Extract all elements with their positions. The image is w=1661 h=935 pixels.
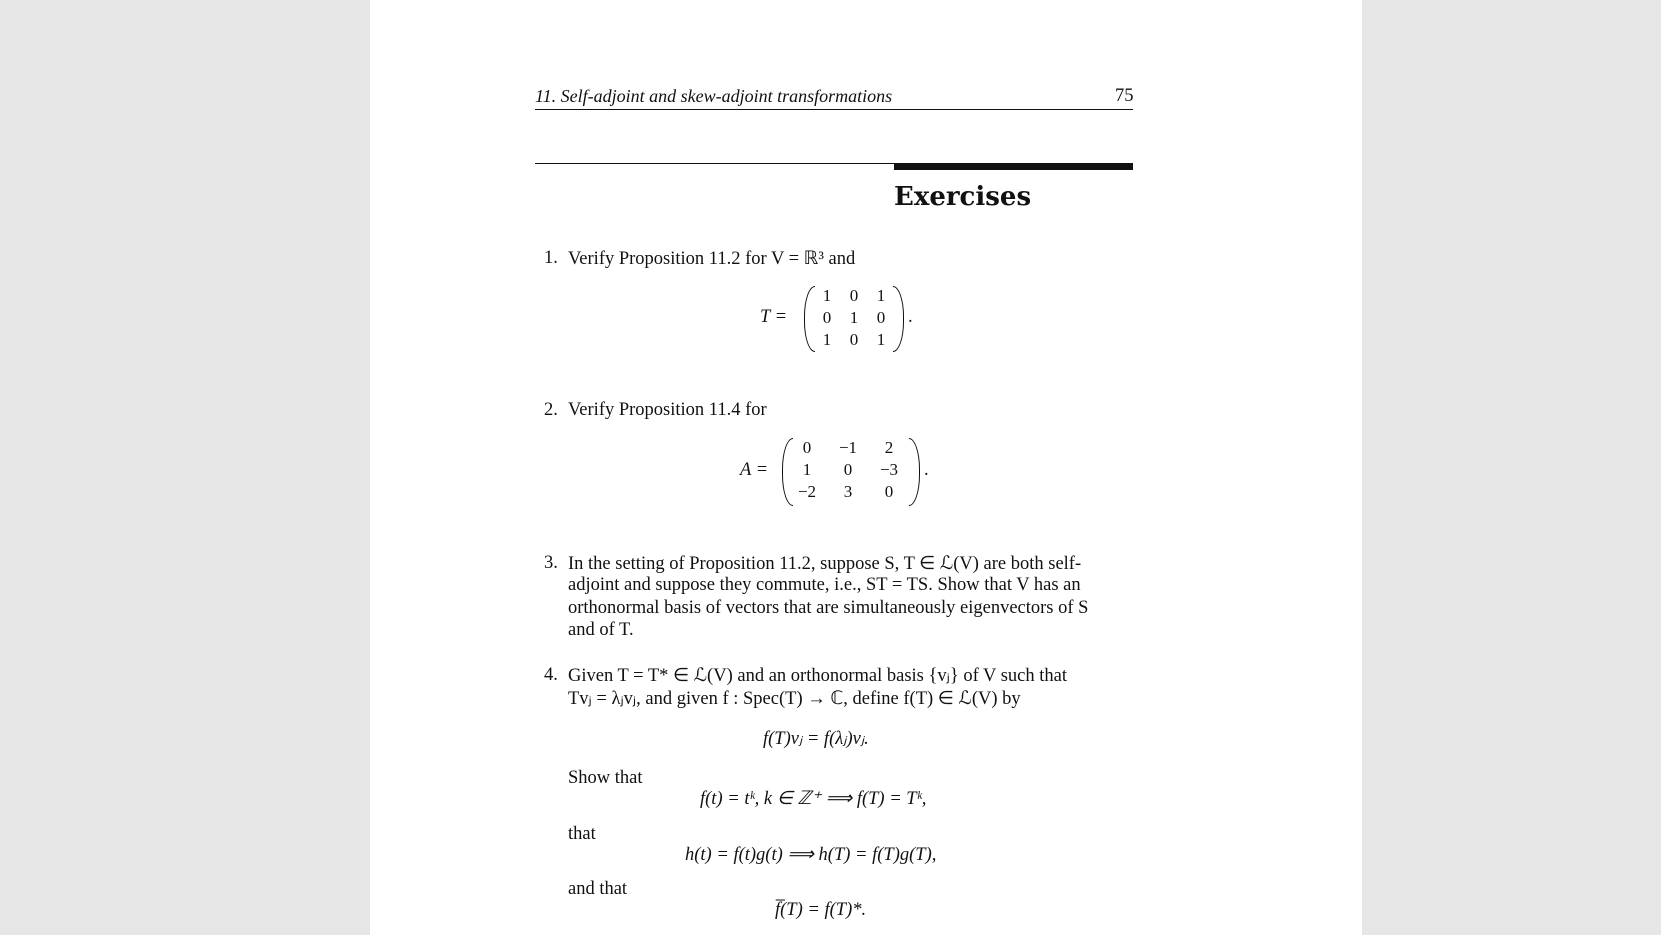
exercise-2-period: .	[924, 460, 929, 480]
equation-power: f(t) = tᵏ, k ∈ ℤ⁺ ⟹ f(T) = Tᵏ,	[700, 789, 927, 809]
header-rule	[535, 109, 1133, 110]
that-text: that	[568, 824, 596, 844]
matrix-cell: 0	[884, 482, 894, 501]
section-rule-thin	[535, 163, 895, 164]
matrix-cell: −2	[797, 482, 817, 501]
matrix-cell: 1	[822, 286, 832, 305]
equation-product: h(t) = f(t)g(t) ⟹ h(T) = f(T)g(T),	[685, 845, 937, 865]
matrix-cell: 1	[876, 286, 886, 305]
exercise-3-number: 3.	[544, 553, 558, 573]
matrix-cell: −1	[838, 438, 858, 457]
matrix-cell: 0	[802, 438, 812, 457]
exercise-1-period: .	[908, 307, 913, 327]
section-rule-thick	[894, 163, 1133, 170]
equation-adjoint: f̅(T) = f(T)*.	[775, 900, 867, 920]
page	[370, 0, 1362, 935]
show-that-text: Show that	[568, 768, 643, 788]
page-number: 75	[1115, 86, 1134, 106]
exercise-1-text: Verify Proposition 11.2 for V = ℝ³ and	[568, 249, 856, 269]
exercise-3-line: orthonormal basis of vectors that are simultaneously eigenvectors of S	[568, 598, 1089, 618]
exercise-2-number: 2.	[544, 400, 558, 420]
exercise-1-lhs: T =	[760, 307, 788, 327]
matrix-cell: 1	[876, 330, 886, 349]
matrix-cell: 1	[849, 308, 859, 327]
exercise-4-line: Given T = T* ∈ ℒ(V) and an orthonormal basis {vⱼ} of V such that	[568, 666, 1067, 686]
exercise-2-text: Verify Proposition 11.4 for	[568, 400, 767, 420]
exercise-4-line: Tvⱼ = λⱼvⱼ, and given f : Spec(T) → ℂ, define f(T) ∈ ℒ(V) by	[568, 689, 1021, 709]
and-that-text: and that	[568, 879, 628, 899]
matrix-T	[804, 286, 904, 352]
section-title: Exercises	[894, 182, 1032, 212]
exercise-3-line: In the setting of Proposition 11.2, suppose S, T ∈ ℒ(V) are both self-	[568, 554, 1082, 574]
exercise-4-number: 4.	[544, 665, 558, 685]
running-header: 11. Self-adjoint and skew-adjoint transformations	[535, 86, 893, 106]
matrix-cell: 0	[822, 308, 832, 327]
right-paren	[909, 438, 920, 506]
matrix-A	[782, 438, 920, 506]
exercise-2-lhs: A =	[740, 460, 769, 480]
exercise-1-number: 1.	[544, 248, 558, 268]
matrix-cell: 1	[822, 330, 832, 349]
matrix-cell: 1	[802, 460, 812, 479]
matrix-cell: 3	[843, 482, 853, 501]
matrix-cell: 0	[849, 286, 859, 305]
exercise-3-line: adjoint and suppose they commute, i.e., ST = TS. Show that V has an	[568, 575, 1081, 595]
matrix-cell: −3	[879, 460, 899, 479]
matrix-cell: 2	[884, 438, 894, 457]
matrix-cell: 0	[843, 460, 853, 479]
equation-f-of-T: f(T)vⱼ = f(λⱼ)vⱼ.	[763, 729, 869, 749]
exercise-3-line: and of T.	[568, 620, 634, 640]
matrix-cell: 0	[876, 308, 886, 327]
matrix-cell: 0	[849, 330, 859, 349]
